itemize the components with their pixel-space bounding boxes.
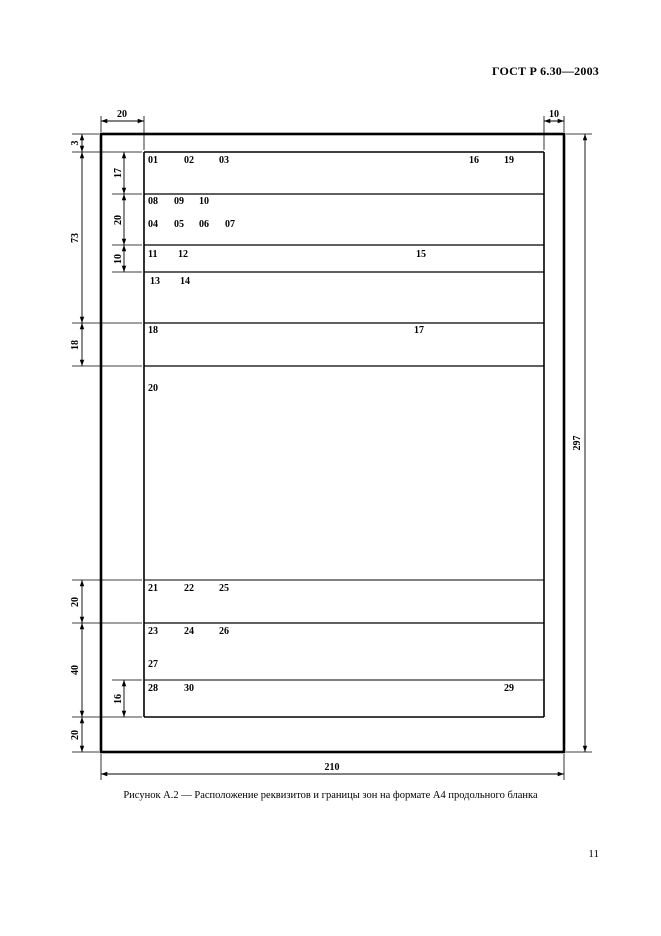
zone-number: 27: [148, 659, 158, 670]
dim-approval-zone: 40: [70, 665, 81, 675]
zone-number: 01: [148, 155, 158, 166]
zone-number: 05: [174, 219, 184, 230]
dim-bottom-margin: 20: [70, 730, 81, 740]
zone-number: 29: [504, 683, 514, 694]
zone-number: 26: [219, 626, 229, 637]
zone-numbers: [148, 155, 514, 694]
dim-signature-zone: 20: [70, 597, 81, 607]
dim-title-zone: 18: [70, 340, 81, 350]
zone-number: 24: [184, 626, 194, 637]
zone-number: 22: [184, 583, 194, 594]
zone-number: 19: [504, 155, 514, 166]
dim-left-margin: 20: [117, 109, 127, 120]
zone-number: 07: [225, 219, 235, 230]
dim-top-margin: 3: [70, 140, 81, 146]
zone-number: 11: [148, 249, 158, 260]
zone-number: 28: [148, 683, 158, 694]
dim-inner-1: 17: [113, 168, 124, 178]
dim-inner-4: 16: [113, 694, 124, 704]
zone-number: 18: [148, 325, 158, 336]
zone-number: 06: [199, 219, 209, 230]
zone-number: 12: [178, 249, 188, 260]
dimension-labels: [70, 109, 583, 773]
dim-total-height: 297: [572, 435, 583, 451]
zone-number: 15: [416, 249, 426, 260]
sheet-border: [101, 134, 564, 752]
form-zones: [144, 152, 544, 717]
zone-number: 30: [184, 683, 194, 694]
zone-number: 02: [184, 155, 194, 166]
dim-right-margin: 10: [549, 109, 559, 120]
standard-code: ГОСТ Р 6.30—2003: [491, 64, 599, 78]
zone-number: 10: [199, 196, 209, 207]
zone-number: 17: [414, 325, 424, 336]
zone-number: 04: [148, 219, 158, 230]
zone-number: 23: [148, 626, 158, 637]
zone-number: 20: [148, 383, 158, 394]
zone-number: 16: [469, 155, 479, 166]
zone-number: 13: [150, 276, 160, 287]
zone-number: 25: [219, 583, 229, 594]
zone-number: 08: [148, 196, 158, 207]
dim-inner-3: 10: [113, 254, 124, 264]
dim-total-width: 210: [324, 762, 340, 773]
dim-header-zone: 73: [70, 233, 81, 243]
zone-number: 03: [219, 155, 229, 166]
page-number: 11: [588, 848, 599, 860]
figure-caption: Рисунок А.2 — Расположение реквизитов и границы зон на формате А4 продольного бланка: [123, 790, 538, 801]
zone-number: 14: [180, 276, 190, 287]
zone-number: 21: [148, 583, 158, 594]
dim-inner-2: 20: [113, 215, 124, 225]
zone-number: 09: [174, 196, 184, 207]
